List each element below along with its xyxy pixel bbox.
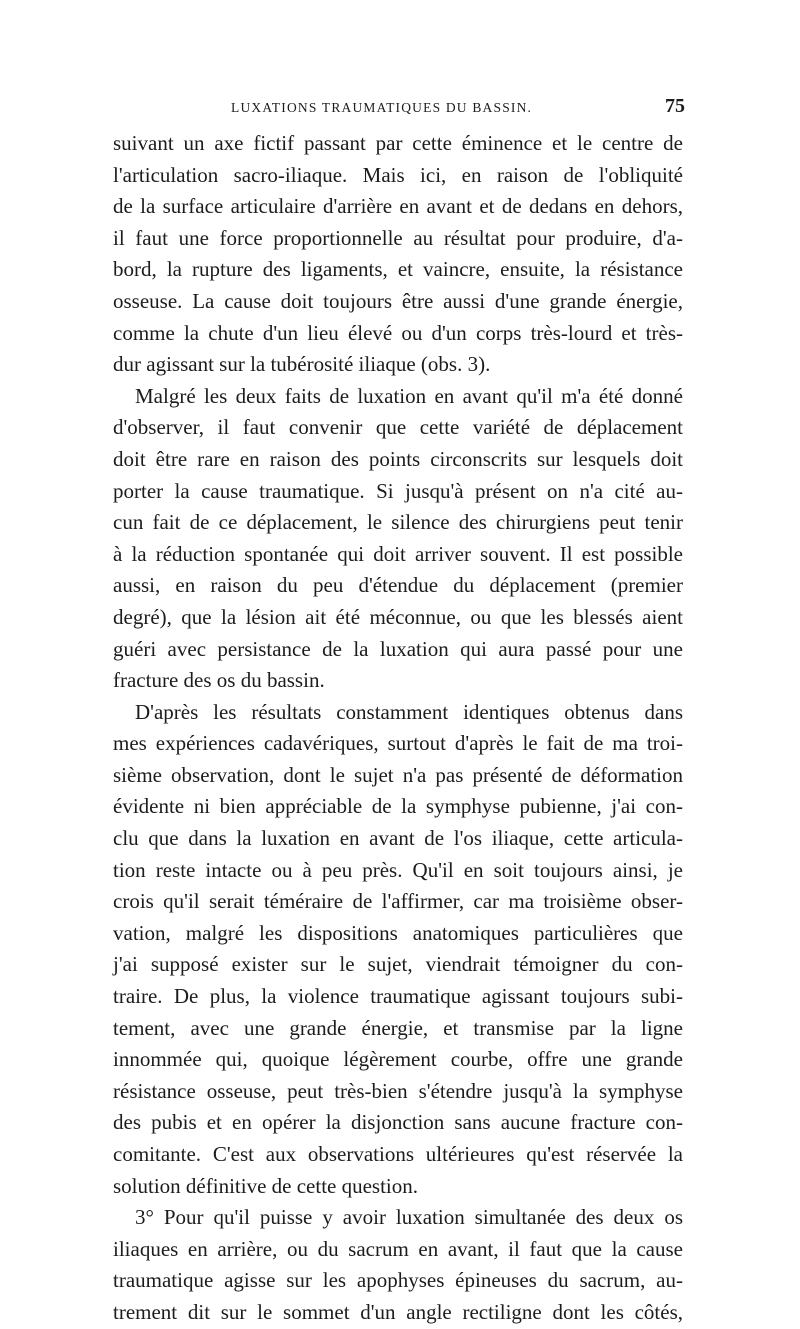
text-line: tion reste intacte ou à peu près. Qu'il en soit toujours ainsi, je [113,857,683,882]
text-line: tement, avec une grande énergie, et transmise par la ligne [113,1015,683,1040]
text-line: guéri avec persistance de la luxation qui aura passé pour une [113,636,683,661]
text-line: clu que dans la luxation en avant de l'os iliaque, cette articula- [113,826,683,851]
text-line: comitante. C'est aux observations ultérieures qu'est réservée la [113,1142,683,1166]
text-line: aussi, en raison du peu d'étendue du déplacement (premier [113,573,683,598]
text-line: degré), que la lésion ait été méconnue, ou que les blessés aient [113,604,683,629]
text-line: cun fait de ce déplacement, le silence des chirurgiens peut tenir [113,510,683,535]
text-line: comme la chute d'un lieu élevé ou d'un corps très-lourd et très- [113,320,683,345]
text-line: d'observer, il faut convenir que cette variété de déplacement [113,415,683,440]
text-line: mes expériences cadavériques, surtout d'après le fait de ma troi- [113,731,683,756]
text-line: solution définitive de cette question. [113,1173,419,1198]
text-line: j'ai supposé exister sur le sujet, viendrait témoigner du con- [113,952,683,977]
text-line: iliaques en arrière, ou du sacrum en avant, il faut que la cause [113,1236,683,1261]
text-line: dur agissant sur la tubérosité iliaque (obs. 3). [113,352,491,377]
body-text [113,128,683,1329]
text-line: sième observation, dont le sujet n'a pas présenté de déformation [113,762,683,787]
text-line: suivant un axe fictif passant par cette éminence et le centre de [113,131,683,155]
page-header [113,90,683,120]
text-line: des pubis et en opérer la disjonction sans aucune fracture con- [113,1110,683,1135]
text-line: innommée qui, quoique légèrement courbe, offre une grande [113,1047,683,1072]
text-line: traumatique agisse sur les apophyses épineuses du sacrum, au- [113,1268,683,1293]
text-line: il faut une force proportionnelle au résultat pour produire, d'a- [113,225,683,250]
text-line: D'après les résultats constamment identiques obtenus dans [135,699,683,724]
page-number: 75 [665,95,685,117]
text-line: 3° Pour qu'il puisse y avoir luxation simultanée des deux os [135,1205,683,1230]
text-line: fracture des os du bassin. [113,668,325,693]
text-line: doit être rare en raison des points circonscrits sur lesquels doit [113,446,683,471]
text-line: de la surface articulaire d'arrière en avant et de dedans en dehors, [113,194,683,219]
text-line: à la réduction spontanée qui doit arriver souvent. Il est possible [113,541,683,566]
text-line: résistance osseuse, peut très-bien s'étendre jusqu'à la symphyse [113,1078,683,1103]
text-line: vation, malgré les dispositions anatomiques particulières que [113,920,683,945]
text-line: trement dit sur le sommet d'un angle rectiligne dont les côtés, [113,1299,683,1324]
text-line: l'articulation sacro-iliaque. Mais ici, en raison de l'obliquité [113,162,683,187]
text-line: porter la cause traumatique. Si jusqu'à présent on n'a cité au- [113,478,683,503]
text-line: évidente ni bien appréciable de la symphyse pubienne, j'ai con- [113,794,683,819]
running-title: LUXATIONS TRAUMATIQUES DU BASSIN. [231,100,533,115]
text-line: crois qu'il serait téméraire de l'affirmer, car ma troisième obser- [113,889,683,914]
text-line: osseuse. La cause doit toujours être aussi d'une grande énergie, [113,288,683,313]
text-line: Malgré les deux faits de luxation en avant qu'il m'a été donné [135,383,683,408]
text-line: bord, la rupture des ligaments, et vaincre, ensuite, la résistance [113,257,683,282]
text-line: traire. De plus, la violence traumatique agissant toujours subi- [113,984,683,1009]
